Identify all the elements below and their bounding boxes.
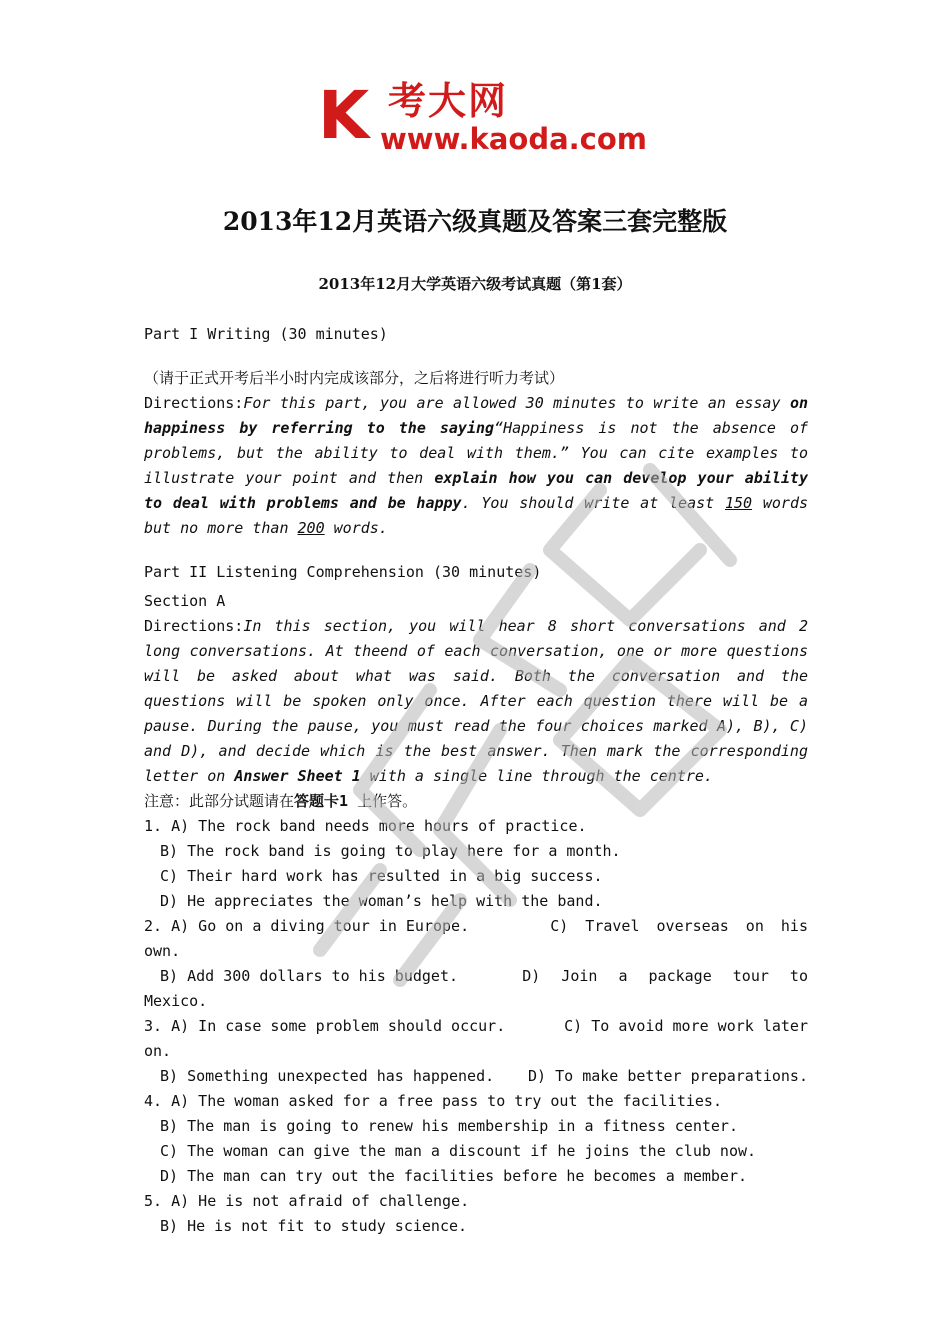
q4-option-c: C) The woman can give the man a discount if he joins the club now. (160, 1142, 757, 1160)
q4-option-a: 4. A) The woman asked for a free pass to try out the facilities. (144, 1092, 722, 1110)
q1-option-c: C) Their hard work has resulted in a big success. (160, 867, 603, 885)
part1-heading: Part I Writing (30 minutes) (144, 325, 388, 343)
q2-row-1 (144, 914, 808, 939)
part2-notice: 注意：此部分试题请在答题卡1 上作答。 (144, 792, 418, 810)
q3-option-b: B) Something unexpected has happened. (160, 1067, 495, 1085)
q3-row-1 (144, 1014, 808, 1039)
q2-row-2 (144, 964, 808, 989)
logo-k-mark: K (318, 77, 368, 154)
q3-option-a: 3. A) In case some problem should occur. (144, 1017, 506, 1035)
q5-option-b: B) He is not fit to study science. (160, 1217, 468, 1235)
q2-option-c-cont: own. (144, 942, 181, 960)
q3-option-c: C) To avoid more work later (564, 1017, 808, 1035)
directions-label: Directions: (144, 394, 244, 412)
document-body (144, 322, 808, 1239)
q2-option-a: 2. A) Go on a diving tour in Europe. (144, 917, 470, 935)
document-title: 2013年12月英语六级真题及答案三套完整版 (222, 207, 728, 236)
q2-option-c: C) Travel overseas on his (550, 917, 808, 935)
directions-label: Directions: (144, 617, 244, 635)
q5-option-a: 5. A) He is not afraid of challenge. (144, 1192, 470, 1210)
part1-directions: Directions:For this part, you are allowed 30 minutes to write an essay on happiness by referring to the saying“Happiness is not the absence of problems, but the ability to deal with them.” You can cite examples to illustrate your point and then explain how you can develop your ability to deal with problems and be happy. You should write at least 150 words but no more than 200 words. (144, 394, 809, 537)
q2-option-b: B) Add 300 dollars to his budget. (160, 967, 459, 985)
part1-note: （请于正式开考后半小时内完成该部分，之后将进行听力考试） (144, 369, 565, 387)
part2-heading: Part II Listening Comprehension (30 minutes) (144, 563, 542, 581)
site-logo (318, 77, 647, 160)
q2-option-d-cont: Mexico. (144, 992, 208, 1010)
logo-url: www.kaoda.com (380, 122, 647, 156)
q3-option-c-cont: on. (144, 1042, 172, 1060)
q3-option-d: D) To make better preparations. (528, 1067, 808, 1085)
q1-option-a: 1. A) The rock band needs more hours of practice. (144, 817, 587, 835)
logo-chinese-name: 考大网 (388, 79, 509, 123)
q4-option-b: B) The man is going to renew his membership in a fitness center. (160, 1117, 738, 1135)
q2-option-d: D) Join a package tour to (522, 967, 808, 985)
q1-option-b: B) The rock band is going to play here for a month. (160, 842, 621, 860)
q4-option-d: D) The man can try out the facilities before he becomes a member. (160, 1167, 747, 1185)
document-subtitle: 2013年12月大学英语六级考试真题（第1套） (318, 275, 632, 293)
q1-option-d: D) He appreciates the woman’s help with the band. (160, 892, 603, 910)
part2-directions: Directions:In this section, you will hear 8 short conversations and 2 long conversations. At theend of each conversation, one or more questions will be asked about what was said. Both the conversation and the questions will be spoken only once. After each question there will be a pause. During the pause, you must read the four choices marked A), B), C) and D), and decide which is the best answer. Then mark the corresponding letter on Answer Sheet 1 with a single line through the centre. (144, 617, 808, 785)
section-a-heading: Section A (144, 592, 226, 610)
q3-row-2 (144, 1064, 808, 1089)
